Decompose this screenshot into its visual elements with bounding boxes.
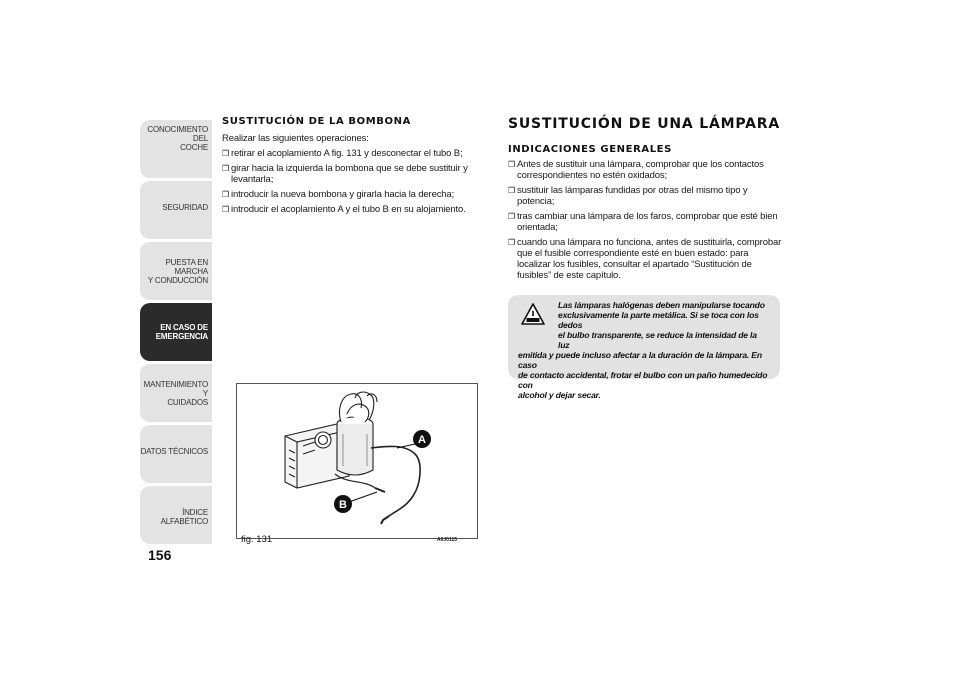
list-item [508, 159, 783, 181]
page-number: 156 [148, 547, 172, 563]
checkbox-bullet-icon: ❒ [222, 205, 230, 214]
tab-indice-alfabetico[interactable] [140, 486, 212, 544]
warning-line: de contacto accidental, frotar el bulbo con un paño humedecido con [518, 370, 768, 390]
list-item [508, 211, 783, 233]
warning-line: Las lámparas halógenas deben manipularse tocando [558, 300, 765, 310]
instructions-list [508, 159, 783, 281]
warning-text [518, 300, 770, 400]
figure-code: A0J0115 [437, 537, 458, 543]
right-column [508, 116, 783, 285]
tab-label-line2: COCHE [180, 143, 208, 152]
tab-conocimiento-del-coche[interactable] [140, 120, 212, 178]
page-title: SUSTITUCIÓN DE UNA LÁMPARA [508, 116, 780, 132]
checkbox-bullet-icon: ❒ [222, 164, 230, 173]
tab-puesta-en-marcha[interactable] [140, 242, 212, 300]
tab-label-line2: EMERGENCIA [155, 332, 208, 341]
warning-box [508, 295, 780, 400]
tab-label-line1: EN CASO DE [160, 323, 208, 332]
checkbox-bullet-icon: ❒ [508, 212, 516, 221]
intro-text: Realizar las siguientes operaciones: [222, 133, 369, 144]
list-item [222, 189, 477, 200]
warning-line: emitida y puede incluso afectar a la duración de la lámpara. En caso [518, 350, 762, 370]
list-item-text: girar hacia la izquierda la bombona que se debe sustituir y levantarla; [231, 163, 468, 185]
warning-triangle-icon [521, 303, 545, 325]
list-item [222, 204, 477, 215]
checkbox-bullet-icon: ❒ [222, 190, 230, 199]
warning-line: alcohol y dejar secar. [518, 390, 601, 400]
list-item-text: introducir el acoplamiento A y el tubo B en su alojamiento. [231, 204, 466, 215]
left-column [222, 116, 477, 219]
tab-label-line1: CONOCIMIENTO DEL [147, 125, 208, 143]
warning-line: exclusivamente la parte metálica. Si se toca con los dedos [558, 310, 759, 330]
list-item [508, 237, 783, 281]
label-a-text: A [418, 434, 426, 446]
label-b-text: B [339, 499, 347, 511]
tab-label-line1: SEGURIDAD [162, 203, 208, 212]
checkbox-bullet-icon: ❒ [508, 160, 516, 169]
list-item-text: retirar el acoplamiento A fig. 131 y desconectar el tubo B; [231, 148, 463, 159]
list-item-text: cuando una lámpara no funciona, antes de sustituirla, comprobar que el fusible correspondiente esté en buen estado: para localizar los fusibles, consultar el apartado “Sustitución de fusibles” de este capítulo. [517, 237, 782, 281]
list-item-text: introducir la nueva bombona y girarla hacia la derecha; [231, 189, 455, 200]
checkbox-bullet-icon: ❒ [508, 238, 516, 247]
steps-list [222, 148, 477, 215]
tab-en-caso-de-emergencia[interactable] [140, 303, 212, 361]
tab-label-line2: CUIDADOS [167, 398, 208, 407]
tab-mantenimiento[interactable] [140, 364, 212, 422]
list-item-text: tras cambiar una lámpara de los faros, comprobar que esté bien orientada; [517, 211, 778, 233]
tab-label-line1: PUESTA EN MARCHA [165, 258, 208, 276]
section-heading: SUSTITUCIÓN DE LA BOMBONA [222, 116, 411, 127]
tab-label-line2: Y CONDUCCIÓN [147, 276, 208, 285]
subsection-heading: INDICACIONES GENERALES [508, 144, 672, 155]
checkbox-bullet-icon: ❒ [508, 186, 516, 195]
tab-seguridad[interactable] [140, 181, 212, 239]
list-item [222, 163, 477, 185]
tab-datos-tecnicos[interactable] [140, 425, 212, 483]
list-item-text: Antes de sustituir una lámpara, comprobar que los contactos correspondientes no estén oxidados; [517, 159, 764, 181]
compressor-illustration [237, 384, 477, 538]
checkbox-bullet-icon: ❒ [222, 149, 230, 158]
list-item-text: sustituir las lámparas fundidas por otras del mismo tipo y potencia; [517, 185, 748, 207]
tab-label-line1: MANTENIMIENTO Y [143, 380, 208, 398]
warning-line: el bulbo transparente, se reduce la intensidad de la luz [558, 330, 757, 350]
figure-caption: fig. 131 [241, 534, 273, 545]
list-item [508, 185, 783, 207]
list-item [222, 148, 477, 159]
tab-label-line1: DATOS TÉCNICOS [140, 447, 208, 456]
tab-label-line1: ÍNDICE ALFABÉTICO [160, 508, 208, 526]
figure-131 [236, 383, 478, 539]
